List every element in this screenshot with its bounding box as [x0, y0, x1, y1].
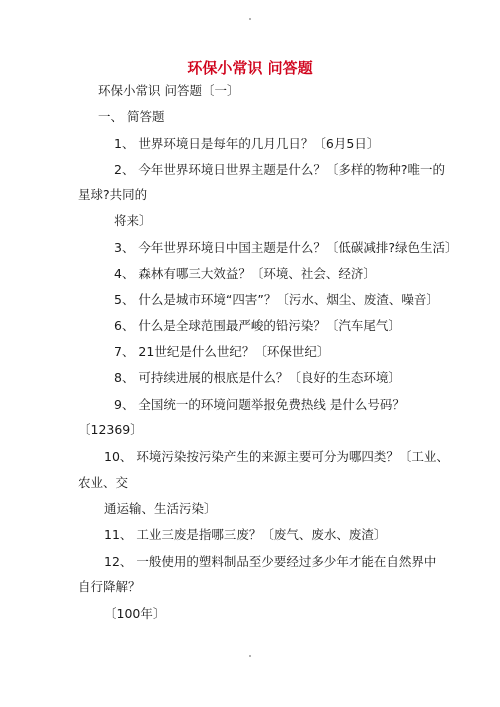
answer-continuation: 〔12369〕: [78, 422, 143, 437]
question-line: 9、 全国统一的环境问题举报免费热线 是什么号码？: [114, 397, 405, 412]
question-line: 10、 环境污染按污染产生的来源主要可分为哪四类？〔工业、: [104, 449, 449, 464]
question-line: 11、 工业三废是指哪三废？〔废气、废水、废渣〕: [104, 527, 387, 542]
document-title: 环保小常识 问答题: [187, 59, 313, 77]
question-line: 6、 什么是全球范围最严峻的铅污染？〔汽车尾气〕: [114, 318, 401, 333]
question-line: 3、 今年世界环境日中国主题是什么？〔低碳减排?绿色生活〕: [114, 240, 458, 255]
question-line: 5、 什么是城市环境“四害”？〔污水、烟尘、废渣、噪音〕: [114, 292, 439, 307]
answer-continuation: 自行降解？: [78, 579, 141, 594]
page-dot-top: [249, 18, 251, 20]
answer-continuation: 将来〕: [114, 213, 152, 228]
question-line: 12、 一般使用的塑料制品至少要经过多少年才能在自然界中: [104, 554, 437, 569]
page-dot-bottom: [249, 655, 251, 657]
answer-continuation: 农业、交: [78, 475, 129, 490]
answer-continuation: 〔100年〕: [104, 606, 166, 621]
question-line: 8、 可持续进展的根底是什么？〔良好的生态环境〕: [114, 370, 401, 385]
question-line: 4、 森林有哪三大效益？〔环境、社会、经济〕: [114, 266, 376, 281]
document-subtitle: 环保小常识 问答题〔一〕: [98, 83, 240, 98]
question-line: 2、 今年世界环境日世界主题是什么？〔多样的物种?唯一的: [114, 162, 446, 177]
question-line: 1、 世界环境日是每年的几月几日？〔6月5日〕: [114, 136, 380, 151]
question-line: 7、 21世纪是什么世纪？〔环保世纪〕: [114, 344, 330, 359]
answer-continuation: 星球?共同的: [78, 187, 148, 202]
section-heading: 一、 简答题: [98, 109, 165, 124]
answer-continuation: 通运输、生活污染〕: [104, 501, 217, 516]
